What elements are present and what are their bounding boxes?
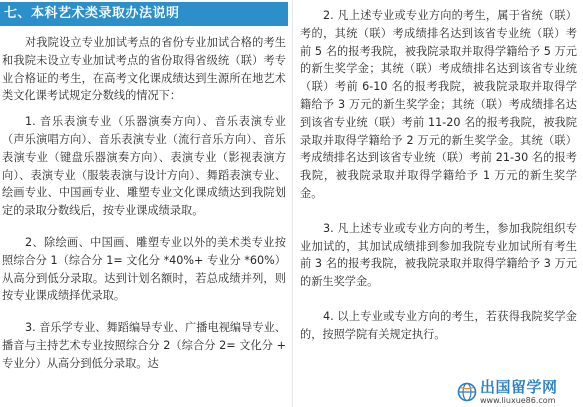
- site-watermark[interactable]: [451, 377, 583, 407]
- right-column: [300, 0, 583, 407]
- watermark-text: [480, 377, 558, 405]
- scholarship-3-paragraph: 3. 凡上述专业或专业方向的考生，参加我院组织专业加试的，其加试成绩排到参加我院专业加试所有考生前 3 名的报考我院，被我院录取并取得学籍给予 3 万元的新生奖学金。: [300, 221, 577, 289]
- rule-1-paragraph: 1. 音乐表演专业（乐器演奏方向）、音乐表演专业（声乐演唱方向）、音乐表演专业（流行音乐方向）、音乐表演专业（键盘乐器演奏方向）、表演专业（影视表演方向）、表演专业（服装表演与设计方向）、舞蹈表演专业、绘画专业、中国画专业、雕塑专业文化课成绩达到我院划定的录取分数线后，按专业课成绩录取。: [2, 115, 286, 218]
- watermark-url[interactable]: www.liuxue86.com: [480, 395, 556, 405]
- watermark-title: 出国留学网: [480, 377, 558, 396]
- globe-logo-icon: [457, 382, 477, 402]
- column-divider: [292, 0, 293, 407]
- intro-paragraph: 对我院设立专业加试考点的省份专业加试合格的考生和我院未设立专业加试考点的省份取得省级统（联）考专业合格证的考生，在高考文化课成绩达到生源所在地艺术类文化课考试规定分数线的情况下：: [2, 36, 286, 103]
- rule-2-paragraph: 2、除绘画、中国画、雕塑专业以外的美术类专业按照综合分 1（综合分 1= 文化分 *40%+ 专业分 *60%）从高分到低分录取。达到计划名额时，若总成绩并列，则按专业课成绩择优录取。: [2, 235, 286, 303]
- scholarship-4-paragraph: 4. 以上专业或专业方向的考生，若获得我院奖学金的，按照学院有关规定执行。: [300, 309, 577, 341]
- left-column: [0, 0, 288, 407]
- section-header: 七、本科艺术类录取办法说明: [0, 2, 288, 26]
- rule-3-paragraph: 3. 音乐学专业、舞蹈编导专业、广播电视编导专业、播音与主持艺术专业按照综合分 2（综合分 2= 文化分 + 专业分）从高分到低分录取。达: [2, 321, 286, 370]
- scholarship-2-paragraph: 2. 凡上述专业或专业方向的考生，属于省统（联）考的，其统（联）考成绩排名达到该省专业统（联）考前 5 名的报考我院，被我院录取并取得学籍给予 5 万元的新生奖学金；其统（联）考成绩排名达到该省专业统（联）考前 6-10 名的报考我院，被我院录取并取得学籍给予 3 万元的新生奖学金；其统（联）考成绩排名达到该省专业统（联）考前 11-20 名的报考我院，被我院录取并取得学籍给予 2 万元的新生奖学金。其统（联）考成绩排名达到该省专业统（联）考前 21-30 名的报考我院，被我院录取并取得学籍给予 1 万元的新生奖学金。: [300, 9, 577, 200]
